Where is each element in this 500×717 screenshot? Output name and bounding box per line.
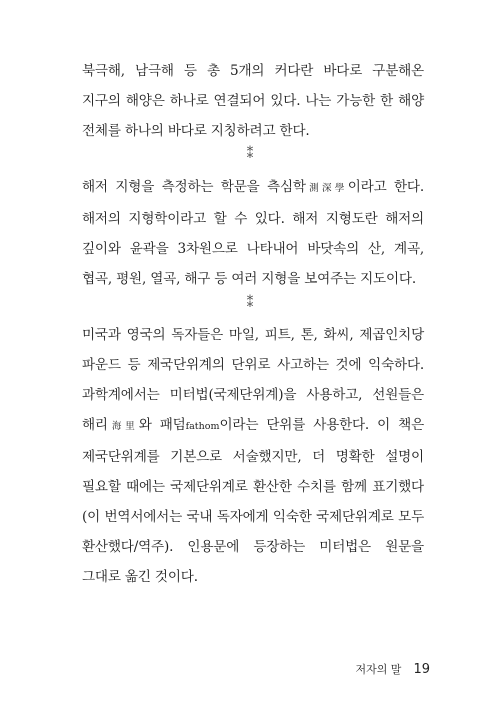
paragraph-units-text-2: 와 패덤 <box>138 417 186 433</box>
paragraph-bathymetry-text-start: 해저 지형을 측정하는 학문을 측심학 <box>82 179 306 195</box>
paragraph-ocean-naming: 북극해, 남극해 등 총 5개의 커다란 바다로 구분해온 지구의 해양은 하나로 연결되어 있다. 나는 가능한 한 해양 전체를 하나의 바다로 지칭하려고 한다. <box>82 63 424 139</box>
paragraph-bathymetry-text-end: 이라고 한다. 해저의 지형학이라고 할 수 있다. 해저 지형도란 해저의 깊이와 윤곽을 3차원으로 나타내어 바닷속의 산, 계곡, 협곡, 평원, 열곡, 해구 등 여러 지형을 보여주는 지도이다. <box>82 179 424 287</box>
hanja-bathymetry: 測深學 <box>305 183 348 194</box>
paragraph-bathymetry <box>82 172 424 294</box>
paragraph-units-text-3: 이라는 단위를 사용한다. 이 책은 제국단위계를 기본으로 서술했지만, 더 명확한 설명이 필요할 때에는 국제단위계로 환산한 수치를 함께 표기했다(이 번역서에서는 국내 독자에게 익숙한 국제단위계로 모두 환산했다/역주). 인용문에 등장하는 미터법은 원문을 그대로 옮긴 것이다. <box>82 417 424 585</box>
paragraph-units-text-1: 미국과 영국의 독자들은 마일, 피트, 톤, 화씨, 제곱인치당 파운드 등 제국단위계의 단위로 사고하는 것에 익숙하다. 과학계에서는 미터법(국제단위계)을 사용하고, 선원들은 해리 <box>82 327 424 433</box>
running-footer-section-title: 저자의 말 <box>355 663 402 676</box>
section-separator-ornament: ⁑ <box>246 147 254 162</box>
paragraph-units <box>82 320 424 592</box>
page-footer <box>355 661 430 677</box>
hanja-nautical-mile: 海里 <box>107 421 139 432</box>
page-number: 19 <box>413 662 430 677</box>
section-separator-ornament: ⁑ <box>246 296 254 311</box>
english-fathom: fathom <box>185 421 220 432</box>
